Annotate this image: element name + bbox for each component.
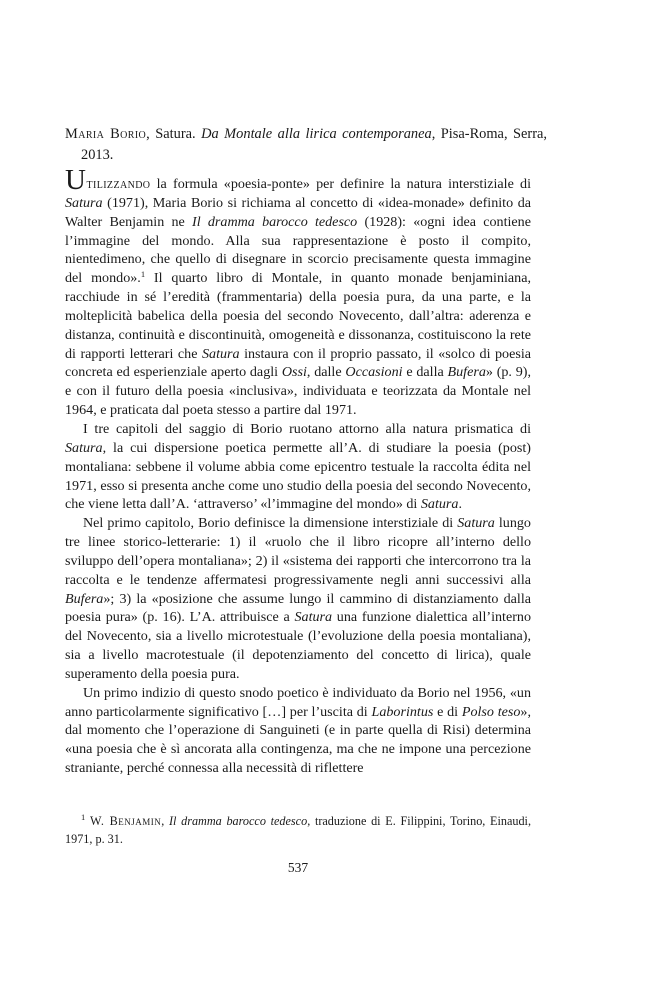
paragraph-2 xyxy=(65,420,531,514)
text-run: »; 3) la «posizione che assume lungo il cammino di distanziamento dalla poesia pura» (p. 16). L’A. attribuisce a xyxy=(65,590,531,626)
text-run: , la cui dispersione poetica permette all’A. di studiare la poesia (post) montaliana: sebbene il volume abbia come epicentro testuale la raccolta édita nel 1971, esso si presenta anche come uno studio della poesia del secondo Novecento, che viene letta dall’A. ‘attraverso’ «l’immagine del mondo» di xyxy=(65,439,531,513)
reference-imprint: , Pisa-Roma, Serra, 2013. xyxy=(81,126,547,163)
reference-title-roman: , Satura. xyxy=(146,126,202,142)
paragraph-4 xyxy=(65,684,531,778)
text-run: », dal momento che l’operazione di Sanguineti (e in parte quella di Risi) determina «una poesia che è sì ancorata alla contingenza, ma che ne impone una percezione straniante, perché connessa alla necessità di riflettere xyxy=(65,703,531,777)
italic-title: Polso teso xyxy=(461,703,521,720)
text-run: Nel primo capitolo, Borio definisce la dimensione interstiziale di xyxy=(83,515,458,532)
footnote-details: , traduzione di E. Filippini, Torino, Einaudi, 1971, p. 31. xyxy=(65,814,531,846)
italic-title: Il dramma barocco tedesco xyxy=(192,213,358,230)
footnote-title: Il dramma barocco tedesco xyxy=(168,814,308,828)
paragraph-1 xyxy=(65,164,531,420)
opening-word: tilizzando xyxy=(86,176,151,192)
italic-title: Satura xyxy=(201,345,240,362)
review-body xyxy=(65,164,531,778)
text-run: la formula «poesia-ponte» per definire la natura interstiziale di xyxy=(150,176,531,192)
text-run: (1928): «ogni idea contiene l’immagine del mondo. Alla sua rappresentazione è posto il compito, nientedimeno, che quello di disegnare in scorcio precisamente questa immagine del mondo». xyxy=(65,213,531,287)
text-run: . xyxy=(458,496,462,513)
bibliographic-reference xyxy=(65,124,547,166)
italic-title: Satura xyxy=(65,439,103,456)
footnote-author: W. Benjamin xyxy=(89,814,162,828)
text-run: lungo tre linee storico-letterarie: 1) il «ruolo che il libro ricopre all’interno dello sviluppo dell’opera montaliana»; 2) il «sistema dei rapporti che intercorrono tra la raccolta e le tendenze affermatesi progressivamente negli anni successivi alla xyxy=(65,515,531,588)
italic-title: Satura xyxy=(294,609,333,626)
text-run: , dalle xyxy=(306,364,346,381)
text-run: , xyxy=(161,814,169,828)
text-run: I tre capitoli del saggio di Borio ruotano attorno alla natura prismatica di xyxy=(83,420,531,437)
text-run: e dalla xyxy=(402,364,448,381)
italic-title: Bufera xyxy=(65,590,104,607)
paragraph-3 xyxy=(65,514,531,684)
text-run: instaura con il proprio passato, il «solco di poesia concreta ed esperienziale aperto dagli xyxy=(65,345,531,381)
italic-title: Ossi xyxy=(281,364,307,381)
italic-title: Occasioni xyxy=(345,364,403,381)
reference-title-italic: Da Montale alla lirica contemporanea xyxy=(201,126,432,142)
italic-title: Laborintus xyxy=(371,703,434,720)
reference-author: Maria Borio xyxy=(65,126,147,142)
text-run: una funzione dialettica all’interno del Novecento, sia a livello microtestuale (l’evoluzione della poesia montaliana), sia a livello macrotestuale (il depotenziamento del concetto di lirica), quale superamento della poesia pura. xyxy=(65,609,531,682)
italic-title: Satura xyxy=(420,496,459,513)
italic-title: Satura xyxy=(457,515,495,532)
italic-title: Satura xyxy=(65,194,103,211)
text-run: Il quarto libro di Montale, in quanto monade benjaminiana, racchiude in sé l’eredità (frammentaria) della poesia pura, da una parte, e la molteplicità babelica della poesia del secondo Novecento, dall’altra: aderenza e distanza, continuità e discontinuità, omogeneità e dissonanza, costituiscono la rete di rapporti letterari che xyxy=(65,270,531,362)
footnote-marker[interactable]: 1 xyxy=(140,269,146,280)
page-number: 537 xyxy=(287,860,309,875)
footnote-number: 1 xyxy=(81,812,86,822)
text-run: e di xyxy=(433,703,462,720)
text-run: » (p. 9), e con il futuro della poesia «inclusiva», individuata e teorizzata da Montale nel 1964, e praticata dal poeta stesso a partire dal 1971. xyxy=(65,364,531,419)
footnote xyxy=(65,813,531,848)
italic-title: Bufera xyxy=(447,364,486,381)
text-run: (1971), Maria Borio si richiama al concetto di «idea-monade» definito da Walter Benjamin ne xyxy=(65,194,531,230)
text-run: Un primo indizio di questo snodo poetico è individuato da Borio nel 1956, «un anno particolarmente significativo […] per l’uscita di xyxy=(65,684,531,720)
drop-cap: U xyxy=(65,164,87,196)
